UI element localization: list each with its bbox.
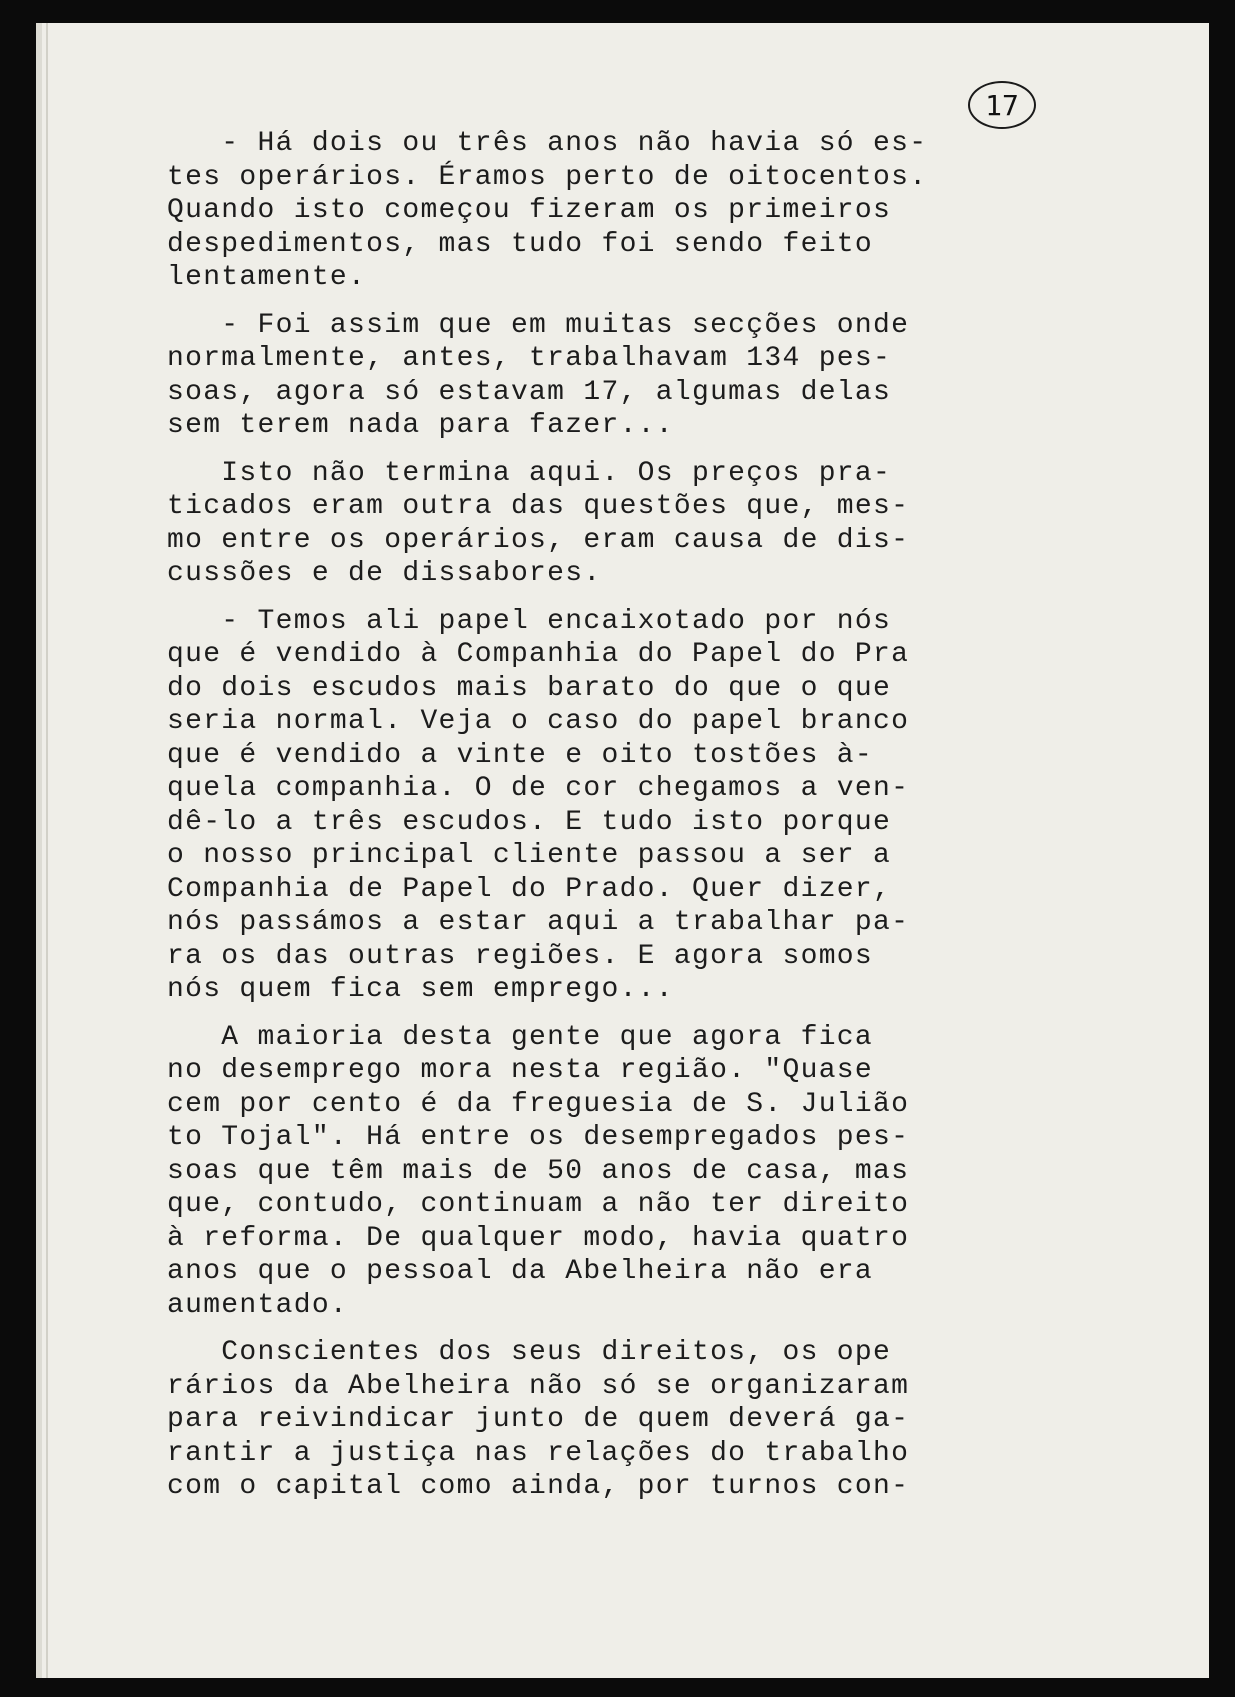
text-line: do dois escudos mais barato do que o que: [167, 672, 892, 704]
text-line: com o capital como ainda, por turnos con-: [167, 1471, 910, 1502]
text-line: lentamente.: [167, 262, 367, 293]
page-fold-shadow: [46, 23, 48, 1678]
text-line: soas que têm mais de 50 anos de casa, mas: [167, 1155, 910, 1187]
paragraph-gap: [167, 1007, 1067, 1021]
text-line: à reforma. De qualquer modo, havia quatro: [167, 1222, 910, 1254]
text-line: mo entre os operários, eram causa de dis-: [167, 524, 910, 556]
text-line: que, contudo, continuam a não ter direito: [167, 1189, 910, 1220]
text-line: sem terem nada para fazer...: [167, 410, 674, 441]
text-line: ra os das outras regiões. E agora somos: [167, 940, 874, 972]
text-line: cem por cento é da freguesia de S. Julião: [167, 1088, 910, 1120]
paragraph-gap: [167, 1322, 1067, 1336]
text-line: o nosso principal cliente passou a ser a: [167, 840, 892, 871]
text-line: seria normal. Veja o caso do papel branco: [167, 706, 910, 737]
text-line: quela companhia. O de cor chegamos a ven-: [167, 773, 910, 804]
text-line: no desemprego mora nesta região. "Quase: [167, 1055, 874, 1086]
text-line: aumentado.: [167, 1289, 349, 1321]
text-line: dê-lo a três escudos. E tudo isto porque: [167, 806, 892, 838]
text-line: despedimentos, mas tudo foi sendo feito: [167, 228, 874, 260]
page-number: 17: [968, 81, 1036, 129]
text-line: normalmente, antes, trabalhavam 134 pes-: [167, 343, 892, 374]
text-line: - Temos ali papel encaixotado por nós: [167, 605, 892, 637]
text-line: rários da Abelheira não só se organizaram: [167, 1370, 910, 1402]
text-line: - Foi assim que em muitas secções onde: [167, 309, 910, 341]
text-line: tes operários. Éramos perto de oitocentos.: [167, 161, 928, 193]
text-line: Isto não termina aqui. Os preços pra-: [167, 457, 892, 489]
text-line: que é vendido à Companhia do Papel do Pra: [167, 639, 910, 670]
paragraph-gap: [167, 591, 1067, 605]
text-line: nós quem fica sem emprego...: [167, 974, 674, 1005]
text-line: que é vendido a vinte e oito tostões à-: [167, 739, 874, 771]
text-line: ticados eram outra das questões que, mes-: [167, 491, 910, 522]
text-line: Quando isto começou fizeram os primeiros: [167, 195, 892, 226]
text-line: soas, agora só estavam 17, algumas delas: [167, 376, 892, 408]
text-line: to Tojal". Há entre os desempregados pes-: [167, 1122, 910, 1153]
page-body-text: [167, 127, 1067, 1504]
text-line: cussões e de dissabores.: [167, 558, 602, 589]
text-line: - Há dois ou três anos não havia só es-: [167, 128, 928, 159]
text-line: Conscientes dos seus direitos, os ope: [167, 1337, 892, 1368]
paragraph-gap: [167, 295, 1067, 309]
text-line: Companhia de Papel do Prado. Quer dizer,: [167, 873, 892, 905]
text-line: nós passámos a estar aqui a trabalhar pa-: [167, 907, 910, 938]
text-line: anos que o pessoal da Abelheira não era: [167, 1256, 874, 1287]
text-line: para reivindicar junto de quem deverá ga-: [167, 1404, 910, 1435]
paragraph-gap: [167, 443, 1067, 457]
text-line: A maioria desta gente que agora fica: [167, 1021, 874, 1053]
text-line: rantir a justiça nas relações do trabalho: [167, 1437, 910, 1469]
